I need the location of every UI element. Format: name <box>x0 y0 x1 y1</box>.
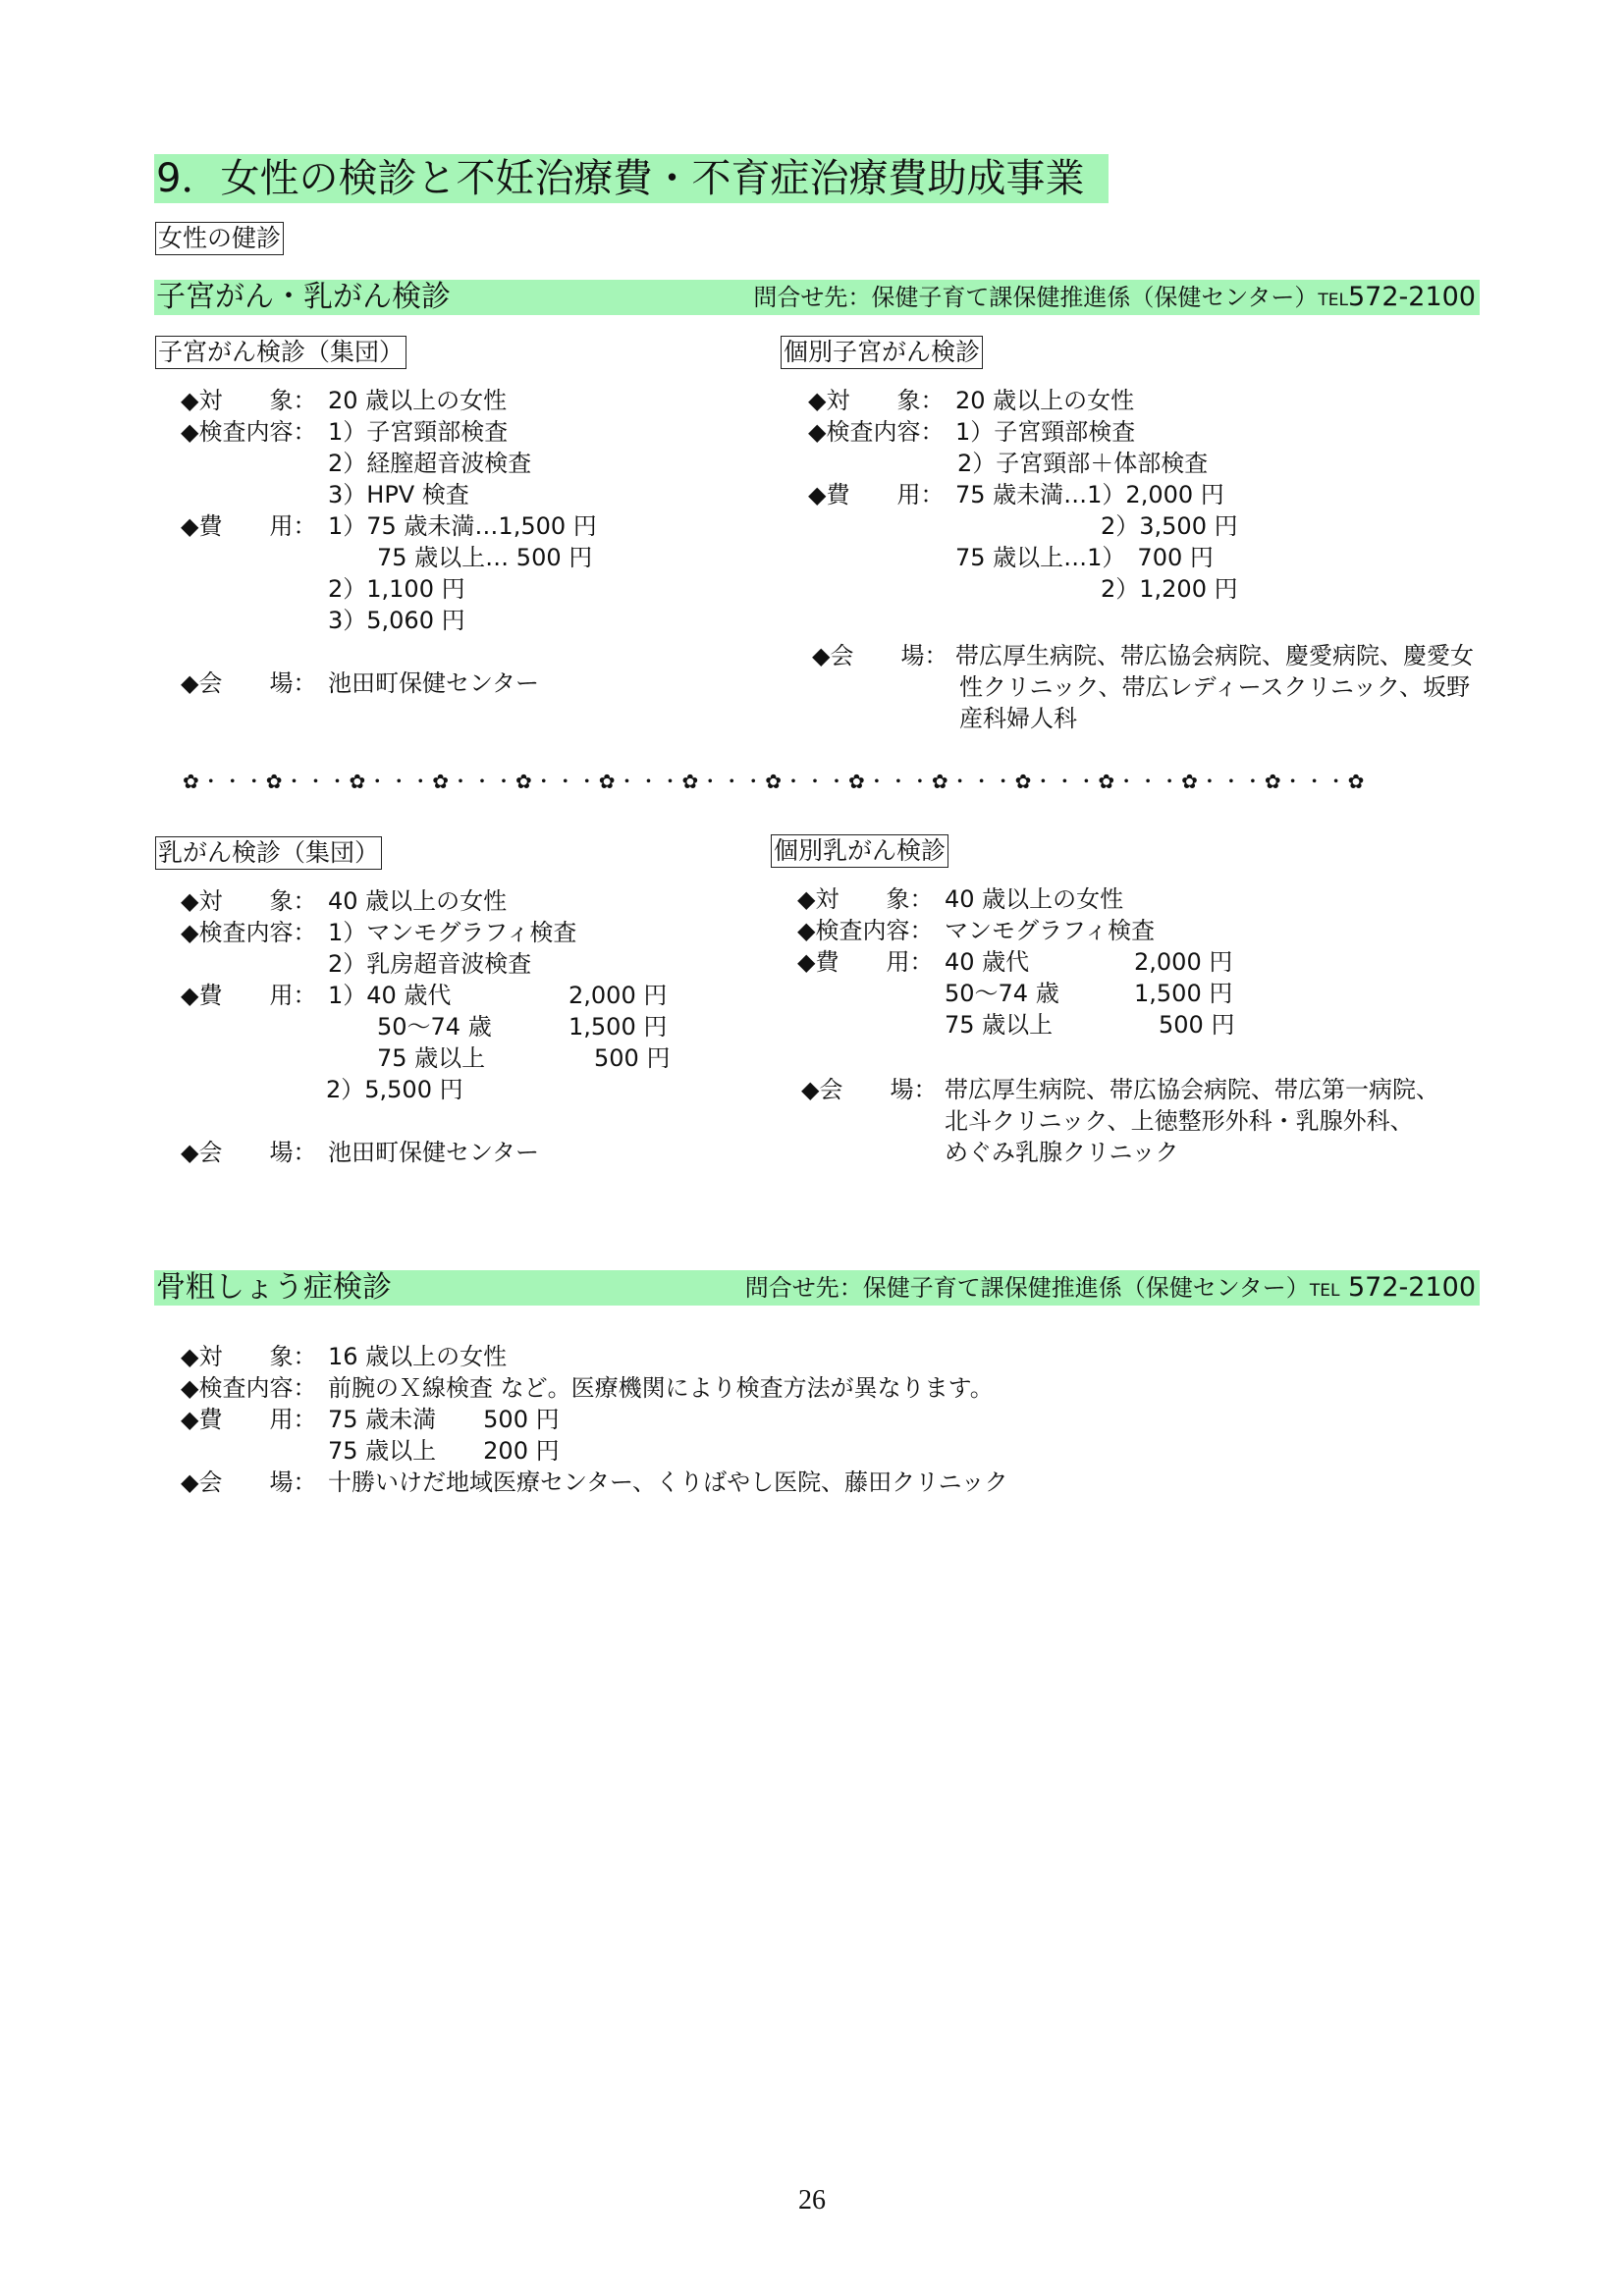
venue-value: 性クリニック、帯広レディースクリニック、坂野 <box>959 673 1471 701</box>
fee-age: 40 歳代 <box>945 948 1030 976</box>
target-value: 16 歳以上の女性 <box>328 1343 508 1370</box>
cancer-screening-band <box>154 280 1480 315</box>
venue-value: 池田町保健センター <box>328 669 540 697</box>
target-label: ◆対 象： <box>181 887 317 915</box>
venue-value: 帯広厚生病院、帯広協会病院、帯広第一病院、 <box>945 1076 1439 1103</box>
fee-age: 50～74 歳 <box>945 980 1059 1007</box>
venue-value: 産科婦人科 <box>959 705 1077 732</box>
tel-label: TEL <box>1309 1281 1340 1301</box>
breast-group-label: 乳がん検診（集団） <box>155 836 382 870</box>
target-value: 40 歳以上の女性 <box>945 885 1124 913</box>
venue-label: ◆会 場： <box>181 1468 317 1496</box>
fee-age: 75 歳以上 <box>377 1044 486 1072</box>
content-label: ◆検査内容： <box>181 1374 317 1402</box>
cancer-band-contact <box>753 280 1476 318</box>
venue-label: ◆会 場： <box>812 642 948 669</box>
content-label: ◆検査内容： <box>181 418 317 446</box>
page-number: 26 <box>798 2185 826 2216</box>
fee-price: 1,500 円 <box>568 1013 668 1041</box>
fee-item: 75 歳以上 200 円 <box>328 1437 560 1465</box>
content-item: 1）マンモグラフィ検査 <box>328 919 577 946</box>
fee-item: 75 歳以上…1） 700 円 <box>955 544 1214 571</box>
venue-value: 池田町保健センター <box>328 1139 540 1166</box>
fee-price: 1,500 円 <box>1134 980 1233 1007</box>
target-value: 20 歳以上の女性 <box>328 387 508 414</box>
target-label: ◆対 象： <box>808 387 945 414</box>
venue-value: 北斗クリニック、上徳整形外科・乳腺外科、 <box>945 1107 1414 1135</box>
content-item: 3）HPV 検査 <box>328 481 469 508</box>
fee-age: 1）40 歳代 <box>328 982 452 1009</box>
osteoporosis-details <box>181 1341 1359 1496</box>
contact-prefix: 問合せ先：保健子育て課保健推進係（保健センター） <box>744 1274 1310 1302</box>
content-value: 前腕のＸ線検査 など。医療機関により検査方法が異なります。 <box>328 1374 994 1402</box>
target-label: ◆対 象： <box>181 1343 317 1370</box>
cervical-individual-label: 個別子宮がん検診 <box>781 336 983 369</box>
content-item: 2）乳房超音波検査 <box>328 950 532 978</box>
fee-item: 2）3,500 円 <box>1101 512 1238 540</box>
fee-item: 1）75 歳未満…1,500 円 <box>328 512 597 540</box>
content-item: 2）子宮頸部＋体部検査 <box>957 450 1209 477</box>
osteo-band-contact <box>745 1270 1476 1308</box>
fee-item: 75 歳以上… 500 円 <box>377 544 593 571</box>
target-label: ◆対 象： <box>797 885 934 913</box>
fee-age: 50～74 歳 <box>377 1013 492 1041</box>
fee-item: 75 歳未満 500 円 <box>328 1406 560 1433</box>
tel-label: TEL <box>1318 291 1348 310</box>
fee-item: 3）5,060 円 <box>328 607 465 634</box>
women-health-label: 女性の健診 <box>155 222 284 255</box>
content-item: 1）子宮頸部検査 <box>328 418 509 446</box>
content-item: 2）経膣超音波検査 <box>328 450 532 477</box>
fee-price: 500 円 <box>594 1044 671 1072</box>
flower-separator: ✿・・・✿・・・✿・・・✿・・・✿・・・✿・・・✿・・・✿・・・✿・・・✿・・・✿・・・✿・・・✿・・・✿・・・✿ <box>183 770 1367 793</box>
tel-number: 572-2100 <box>1348 282 1476 312</box>
contact-prefix: 問合せ先：保健子育て課保健推進係（保健センター） <box>753 284 1319 311</box>
venue-value: 帯広厚生病院、帯広協会病院、慶愛病院、慶愛女 <box>955 642 1474 669</box>
content-item: 1）子宮頸部検査 <box>955 418 1136 446</box>
fee-price: 500 円 <box>1159 1011 1235 1039</box>
fee-item: 2）1,200 円 <box>1101 575 1238 603</box>
target-value: 20 歳以上の女性 <box>955 387 1135 414</box>
fee-price: 2,000 円 <box>1134 948 1233 976</box>
page-title: 9．女性の検診と不妊治療費・不育症治療費助成事業 <box>154 154 1109 203</box>
fee-label: ◆費 用： <box>181 512 317 540</box>
cervical-individual-details <box>808 385 1495 738</box>
fee-label: ◆費 用： <box>808 481 945 508</box>
fee-label: ◆費 用： <box>181 982 317 1009</box>
content-label: ◆検査内容： <box>808 418 945 446</box>
breast-individual-label: 個別乳がん検診 <box>771 834 948 868</box>
tel-number: 572-2100 <box>1339 1272 1476 1303</box>
osteo-band-title: 骨粗しょう症検診 <box>156 1270 392 1305</box>
content-label: ◆検査内容： <box>181 919 317 946</box>
target-label: ◆対 象： <box>181 387 317 414</box>
breast-individual-details <box>797 883 1485 1178</box>
venue-label: ◆会 場： <box>181 1139 317 1166</box>
fee-label: ◆費 用： <box>797 948 934 976</box>
fee-item: 2）5,500 円 <box>326 1076 463 1103</box>
content-label: ◆検査内容： <box>797 917 934 944</box>
cervical-group-label: 子宮がん検診（集団） <box>155 336 406 369</box>
cervical-group-details <box>181 385 731 699</box>
cancer-band-title: 子宮がん・乳がん検診 <box>156 280 451 314</box>
venue-label: ◆会 場： <box>181 669 317 697</box>
fee-price: 2,000 円 <box>568 982 668 1009</box>
fee-item: 75 歳未満…1）2,000 円 <box>955 481 1224 508</box>
target-value: 40 歳以上の女性 <box>328 887 508 915</box>
venue-value: 十勝いけだ地域医療センター、くりばやし医院、藤田クリニック <box>328 1468 1008 1496</box>
fee-label: ◆費 用： <box>181 1406 317 1433</box>
osteoporosis-screening-band <box>154 1270 1480 1306</box>
fee-item: 2）1,100 円 <box>328 575 465 603</box>
breast-group-details <box>181 885 731 1180</box>
fee-age: 75 歳以上 <box>945 1011 1054 1039</box>
venue-label: ◆会 場： <box>801 1076 938 1103</box>
content-value: マンモグラフィ検査 <box>945 917 1156 944</box>
venue-value: めぐみ乳腺クリニック <box>945 1139 1179 1166</box>
